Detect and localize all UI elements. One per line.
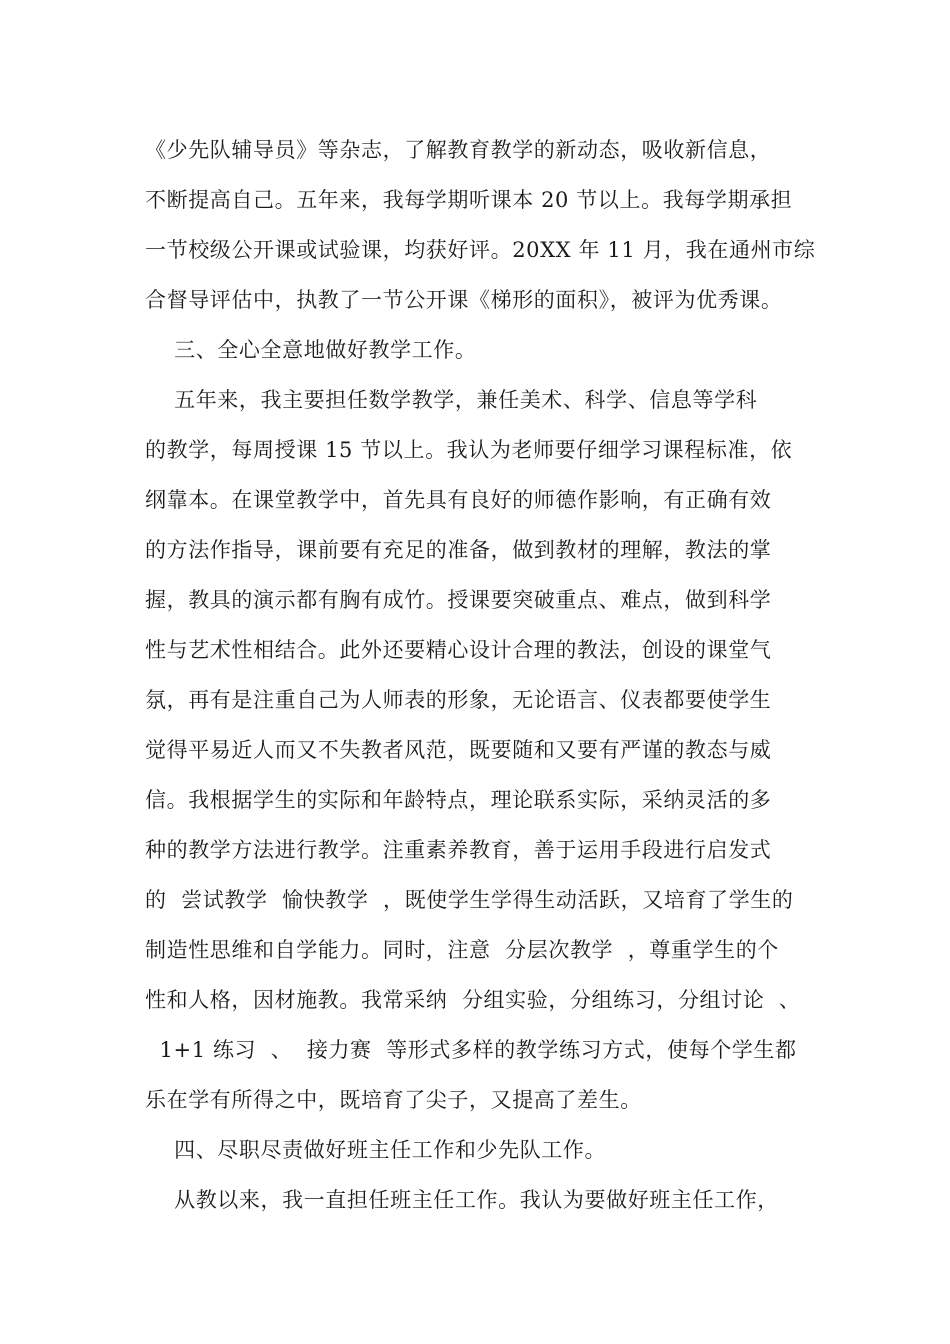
section-heading: 三、全心全意地做好教学工作。 <box>145 338 477 362</box>
text-line: 信。我根据学生的实际和年龄特点，理论联系实际，采纳灵活的多 <box>145 788 772 812</box>
text-line: 不断提高自己。五年来，我每学期听课本 20 节以上。我每学期承担 <box>145 188 793 212</box>
text-line: 性和人格，因材施教。我常采纳 分组实验，分组练习，分组讨论 、 <box>145 988 801 1012</box>
text-line: 乐在学有所得之中，既培育了尖子，又提高了差生。 <box>145 1088 642 1112</box>
text-line: 1+1 练习 、 接力赛 等形式多样的教学练习方式，使每个学生都 <box>145 1038 797 1062</box>
text-line: 合督导评估中，执教了一节公开课《梯形的面积》，被评为优秀课。 <box>145 288 783 312</box>
text-line: 握，教具的演示都有胸有成竹。授课要突破重点、难点，做到科学 <box>145 588 772 612</box>
text-line: 觉得平易近人而又不失教者风范，既要随和又要有严谨的教态与威 <box>145 738 772 762</box>
text-line: 种的教学方法进行教学。注重素养教育，善于运用手段进行启发式 <box>145 838 772 862</box>
section-heading: 四、尽职尽责做好班主任工作和少先队工作。 <box>145 1138 607 1162</box>
text-line: 氛，再有是注重自己为人师表的形象，无论语言、仪表都要使学生 <box>145 688 772 712</box>
text-line: 的 尝试教学 愉快教学 ，既使学生学得生动活跃，又培育了学生的 <box>145 888 794 912</box>
text-line: 纲靠本。在课堂教学中，首先具有良好的师德作影响，有正确有效 <box>145 488 772 512</box>
text-line: 《少先队辅导员》等杂志，了解教育教学的新动态，吸收新信息， <box>145 138 772 162</box>
text-line: 从教以来，我一直担任班主任工作。我认为要做好班主任工作， <box>145 1188 779 1212</box>
text-line: 的教学，每周授课 15 节以上。我认为老师要仔细学习课程标准，依 <box>145 438 793 462</box>
text-line: 一节校级公开课或试验课，均获好评。20XX 年 11 月，我在通州市综 <box>145 238 816 262</box>
text-line: 五年来，我主要担任数学教学，兼任美术、科学、信息等学科 <box>145 388 758 412</box>
text-line: 性与艺术性相结合。此外还要精心设计合理的教法，创设的课堂气 <box>145 638 772 662</box>
text-line: 的方法作指导，课前要有充足的准备，做到教材的理解，教法的掌 <box>145 538 772 562</box>
text-line: 制造性思维和自学能力。同时，注意 分层次教学 ，尊重学生的个 <box>145 938 779 962</box>
